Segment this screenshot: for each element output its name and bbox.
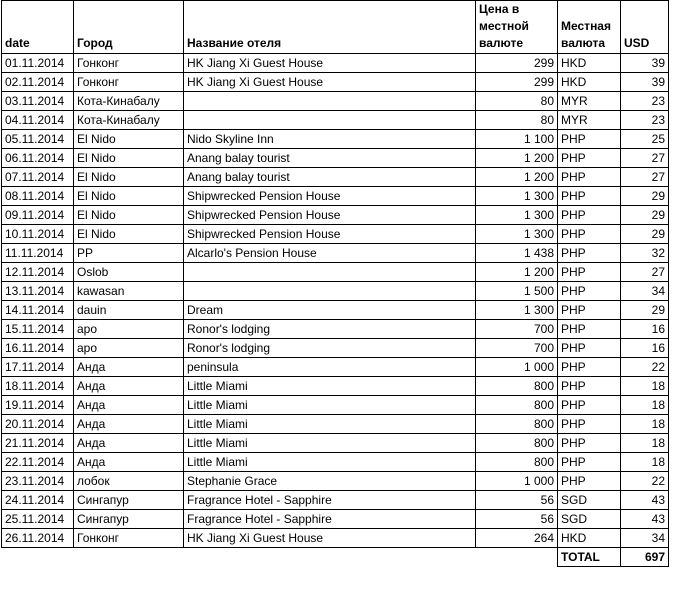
cell-price[interactable]: 800 [476,434,558,453]
cell-price[interactable]: 56 [476,491,558,510]
cell-date[interactable]: 20.11.2014 [2,415,74,434]
table-row [2,529,669,548]
cell-usd[interactable]: 34 [621,529,669,548]
cell-currency[interactable]: HKD [558,73,621,92]
cell-city[interactable]: Гонконг [74,54,184,73]
cell-price[interactable]: 700 [476,339,558,358]
cell-usd[interactable]: 23 [621,92,669,111]
cell-hotel[interactable]: Alcarlo's Pension House [184,244,476,263]
cell-city[interactable]: dauin [74,301,184,320]
cell-usd[interactable]: 43 [621,510,669,529]
cell-date[interactable]: 13.11.2014 [2,282,74,301]
cell-city[interactable]: El Nido [74,206,184,225]
cell-date[interactable]: 02.11.2014 [2,73,74,92]
cell-price[interactable]: 800 [476,396,558,415]
cell-city[interactable]: Oslob [74,263,184,282]
cell-usd[interactable]: 32 [621,244,669,263]
cell-usd[interactable]: 25 [621,130,669,149]
cell-currency[interactable]: HKD [558,54,621,73]
cell-date[interactable]: 25.11.2014 [2,510,74,529]
cell-currency[interactable]: PHP [558,168,621,187]
cell-usd[interactable]: 43 [621,491,669,510]
cell-currency[interactable]: PHP [558,472,621,491]
cell-city[interactable]: Сингапур [74,491,184,510]
cell-price[interactable]: 264 [476,529,558,548]
cell-currency[interactable]: MYR [558,111,621,130]
cell-currency[interactable]: SGD [558,510,621,529]
cell-date[interactable]: 17.11.2014 [2,358,74,377]
cell-price[interactable]: 1 200 [476,168,558,187]
cell-date[interactable]: 10.11.2014 [2,225,74,244]
cell-date[interactable]: 22.11.2014 [2,453,74,472]
cell-city[interactable]: Гонконг [74,73,184,92]
table-row [2,149,669,168]
cell-date[interactable]: 09.11.2014 [2,206,74,225]
cell-price[interactable]: 1 300 [476,206,558,225]
cell-hotel[interactable]: Little Miami [184,377,476,396]
table-row [2,244,669,263]
cell-date[interactable]: 03.11.2014 [2,92,74,111]
cell-price[interactable]: 299 [476,54,558,73]
cell-city[interactable]: El Nido [74,149,184,168]
expenses-table [1,0,669,567]
cell-date[interactable]: 15.11.2014 [2,320,74,339]
cell-usd[interactable]: 29 [621,301,669,320]
table-row [2,168,669,187]
cell-price[interactable]: 80 [476,111,558,130]
cell-currency[interactable]: PHP [558,339,621,358]
cell-city[interactable]: Анда [74,415,184,434]
cell-hotel[interactable] [184,263,476,282]
cell-price[interactable]: 1 300 [476,187,558,206]
header-currency[interactable]: Местная валюта [558,1,621,54]
cell-city[interactable]: El Nido [74,225,184,244]
table-row [2,130,669,149]
cell-hotel[interactable]: Little Miami [184,453,476,472]
table-row [2,54,669,73]
cell-hotel[interactable]: Shipwrecked Pension House [184,187,476,206]
header-city[interactable]: Город [74,1,184,54]
cell-usd[interactable]: 16 [621,339,669,358]
cell-hotel[interactable] [184,282,476,301]
cell-currency[interactable]: PHP [558,415,621,434]
header-date[interactable]: date [2,1,74,54]
cell-city[interactable]: Анда [74,358,184,377]
cell-city[interactable]: Анда [74,453,184,472]
cell-usd[interactable]: 22 [621,472,669,491]
cell-date[interactable]: 14.11.2014 [2,301,74,320]
cell-date[interactable]: 12.11.2014 [2,263,74,282]
cell-currency[interactable]: PHP [558,282,621,301]
total-label[interactable]: TOTAL [558,548,621,567]
cell-usd[interactable]: 16 [621,320,669,339]
cell-hotel[interactable]: Nido Skyline Inn [184,130,476,149]
header-hotel[interactable]: Название отеля [184,1,476,54]
cell-hotel[interactable]: Little Miami [184,434,476,453]
table-row [2,111,669,130]
cell-currency[interactable]: SGD [558,491,621,510]
cell-price[interactable]: 1 200 [476,149,558,168]
cell-city[interactable]: Кота-Кинабалу [74,92,184,111]
cell-price[interactable]: 1 300 [476,225,558,244]
cell-city[interactable]: Гонконг [74,529,184,548]
cell-hotel[interactable]: Dream [184,301,476,320]
table-row [2,225,669,244]
table-row [2,377,669,396]
total-row [2,548,669,567]
cell-usd[interactable]: 29 [621,206,669,225]
cell-city[interactable]: Сингапур [74,510,184,529]
cell-date[interactable]: 18.11.2014 [2,377,74,396]
cell-usd[interactable]: 27 [621,149,669,168]
cell-currency[interactable]: PHP [558,206,621,225]
cell-price[interactable]: 800 [476,377,558,396]
cell-hotel[interactable]: peninsula [184,358,476,377]
empty-cell [476,548,558,567]
cell-hotel[interactable]: HK Jiang Xi Guest House [184,73,476,92]
cell-hotel[interactable]: Stephanie Grace [184,472,476,491]
cell-date[interactable]: 21.11.2014 [2,434,74,453]
cell-price[interactable]: 1 200 [476,263,558,282]
cell-date[interactable]: 26.11.2014 [2,529,74,548]
empty-cell [2,548,74,567]
cell-currency[interactable]: PHP [558,320,621,339]
cell-currency[interactable]: PHP [558,225,621,244]
cell-usd[interactable]: 22 [621,358,669,377]
cell-city[interactable]: apo [74,320,184,339]
cell-hotel[interactable]: Little Miami [184,396,476,415]
cell-currency[interactable]: PHP [558,358,621,377]
cell-date[interactable]: 04.11.2014 [2,111,74,130]
cell-date[interactable]: 01.11.2014 [2,54,74,73]
cell-city[interactable]: El Nido [74,168,184,187]
total-value[interactable]: 697 [621,548,669,567]
cell-hotel[interactable]: Fragrance Hotel - Sapphire [184,510,476,529]
cell-hotel[interactable]: Little Miami [184,415,476,434]
cell-hotel[interactable] [184,92,476,111]
cell-hotel[interactable]: Fragrance Hotel - Sapphire [184,491,476,510]
cell-date[interactable]: 19.11.2014 [2,396,74,415]
cell-price[interactable]: 800 [476,415,558,434]
table-row [2,510,669,529]
table-row [2,320,669,339]
cell-date[interactable]: 23.11.2014 [2,472,74,491]
cell-price[interactable]: 1 000 [476,472,558,491]
cell-hotel[interactable]: Ronor's lodging [184,339,476,358]
table-row [2,73,669,92]
cell-currency[interactable]: PHP [558,187,621,206]
cell-hotel[interactable]: Anang balay tourist [184,168,476,187]
cell-price[interactable]: 800 [476,453,558,472]
cell-price[interactable]: 80 [476,92,558,111]
table-row [2,358,669,377]
cell-usd[interactable]: 18 [621,415,669,434]
cell-usd[interactable]: 29 [621,187,669,206]
cell-city[interactable]: Анда [74,377,184,396]
header-price-local[interactable]: Цена в местной валюте [476,1,558,54]
cell-price[interactable]: 1 000 [476,358,558,377]
header-row [2,1,669,54]
cell-hotel[interactable] [184,111,476,130]
cell-date[interactable]: 11.11.2014 [2,244,74,263]
header-usd[interactable]: USD [621,1,669,54]
cell-date[interactable]: 07.11.2014 [2,168,74,187]
cell-hotel[interactable]: Shipwrecked Pension House [184,225,476,244]
cell-date[interactable]: 24.11.2014 [2,491,74,510]
cell-price[interactable]: 1 300 [476,301,558,320]
cell-currency[interactable]: PHP [558,396,621,415]
table-row [2,263,669,282]
cell-price[interactable]: 299 [476,73,558,92]
table-row [2,434,669,453]
cell-date[interactable]: 08.11.2014 [2,187,74,206]
cell-date[interactable]: 05.11.2014 [2,130,74,149]
table-row [2,339,669,358]
cell-usd[interactable]: 34 [621,282,669,301]
cell-hotel[interactable]: HK Jiang Xi Guest House [184,529,476,548]
table-row [2,396,669,415]
table-row [2,415,669,434]
cell-city[interactable]: PP [74,244,184,263]
cell-date[interactable]: 16.11.2014 [2,339,74,358]
cell-city[interactable]: El Nido [74,130,184,149]
cell-currency[interactable]: PHP [558,453,621,472]
cell-currency[interactable]: PHP [558,244,621,263]
cell-usd[interactable]: 18 [621,453,669,472]
cell-city[interactable]: apo [74,339,184,358]
cell-city[interactable]: лобок [74,472,184,491]
cell-usd[interactable]: 39 [621,73,669,92]
cell-date[interactable]: 06.11.2014 [2,149,74,168]
cell-currency[interactable]: PHP [558,130,621,149]
cell-usd[interactable]: 18 [621,434,669,453]
cell-price[interactable]: 56 [476,510,558,529]
table-row [2,92,669,111]
cell-price[interactable]: 1 500 [476,282,558,301]
empty-cell [184,548,476,567]
cell-currency[interactable]: PHP [558,263,621,282]
cell-city[interactable]: El Nido [74,187,184,206]
table-row [2,453,669,472]
cell-city[interactable]: Анда [74,396,184,415]
cell-currency[interactable]: PHP [558,434,621,453]
cell-usd[interactable]: 39 [621,54,669,73]
table-row [2,472,669,491]
table-row [2,187,669,206]
cell-price[interactable]: 700 [476,320,558,339]
cell-hotel[interactable]: HK Jiang Xi Guest House [184,54,476,73]
cell-currency[interactable]: PHP [558,149,621,168]
cell-usd[interactable]: 18 [621,377,669,396]
cell-hotel[interactable]: Ronor's lodging [184,320,476,339]
cell-currency[interactable]: MYR [558,92,621,111]
cell-currency[interactable]: PHP [558,301,621,320]
table-row [2,301,669,320]
empty-cell [74,548,184,567]
cell-price[interactable]: 1 438 [476,244,558,263]
table-row [2,282,669,301]
cell-city[interactable]: kawasan [74,282,184,301]
cell-currency[interactable]: PHP [558,377,621,396]
cell-hotel[interactable]: Shipwrecked Pension House [184,206,476,225]
cell-usd[interactable]: 23 [621,111,669,130]
cell-usd[interactable]: 27 [621,168,669,187]
cell-usd[interactable]: 29 [621,225,669,244]
cell-city[interactable]: Кота-Кинабалу [74,111,184,130]
table-row [2,491,669,510]
cell-currency[interactable]: HKD [558,529,621,548]
table-row [2,206,669,225]
cell-usd[interactable]: 18 [621,396,669,415]
cell-usd[interactable]: 27 [621,263,669,282]
cell-city[interactable]: Анда [74,434,184,453]
cell-price[interactable]: 1 100 [476,130,558,149]
cell-hotel[interactable]: Anang balay tourist [184,149,476,168]
